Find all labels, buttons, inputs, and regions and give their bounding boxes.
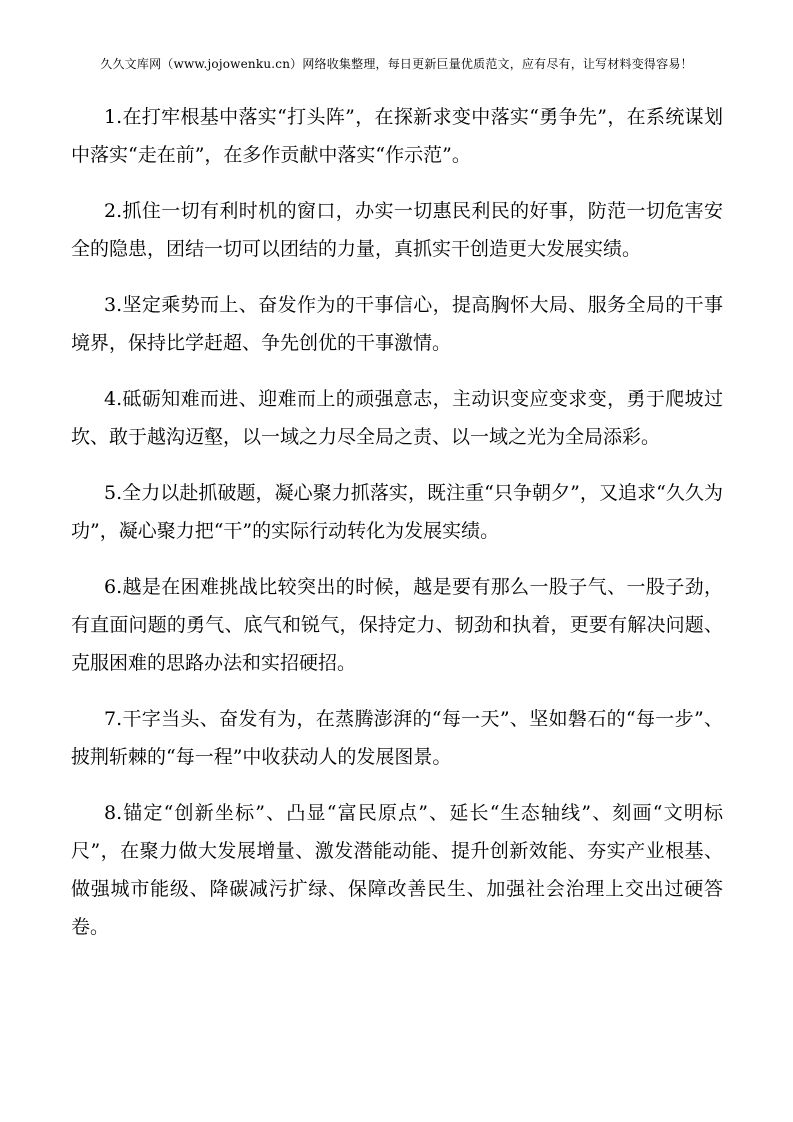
paragraph-6: 6.越是在困难挑战比较突出的时候，越是要有那么一股子气、一股子劲，有直面问题的勇气、底气和锐气，保持定力、韧劲和执着，更要有解决问题、克服困难的思路办法和实招硬招。 [71,576,723,674]
paragraph-8: 8.锚定“创新坐标”、凸显“富民原点”、延长“生态轴线”、刻画“文明标尺”，在聚力做大发展增量、激发潜能动能、提升创新效能、夯实产业根基、做强城市能级、降碳减污扩绿、保障改善民生、加强社会治理上交出过硬答卷。 [71,802,723,938]
paragraph-2: 2.抓住一切有利时机的窗口，办实一切惠民利民的好事，防范一切危害安全的隐患，团结一切可以团结的力量，真抓实干创造更大发展实绩。 [71,200,723,260]
page-header: 久久文库网（www.jojowenku.cn）网络收集整理，每日更新巨量优质范文，应有尽有，让写材料变得容易！ [100,57,693,71]
paragraph-4: 4.砥砺知难而进、迎难而上的顽强意志，主动识变应变求变，勇于爬坡过坎、敢于越沟迈壑，以一域之力尽全局之责、以一域之光为全局添彩。 [71,388,723,448]
paragraph-7: 7.干字当头、奋发有为，在蒸腾澎湃的“每一天”、坚如磐石的“每一步”、披荆斩棘的“每一程”中收获动人的发展图景。 [71,708,723,768]
paragraph-5: 5.全力以赴抓破题，凝心聚力抓落实，既注重“只争朝夕”，又追求“久久为功”，凝心聚力把“干”的实际行动转化为发展实绩。 [71,482,723,542]
paragraph-3: 3.坚定乘势而上、奋发作为的干事信心，提高胸怀大局、服务全局的干事境界，保持比学赶超、争先创优的干事激情。 [71,294,723,354]
paragraph-1: 1.在打牢根基中落实“打头阵”，在探新求变中落实“勇争先”，在系统谋划中落实“走在前”，在多作贡献中落实“作示范”。 [71,106,723,166]
document-body [71,98,723,964]
